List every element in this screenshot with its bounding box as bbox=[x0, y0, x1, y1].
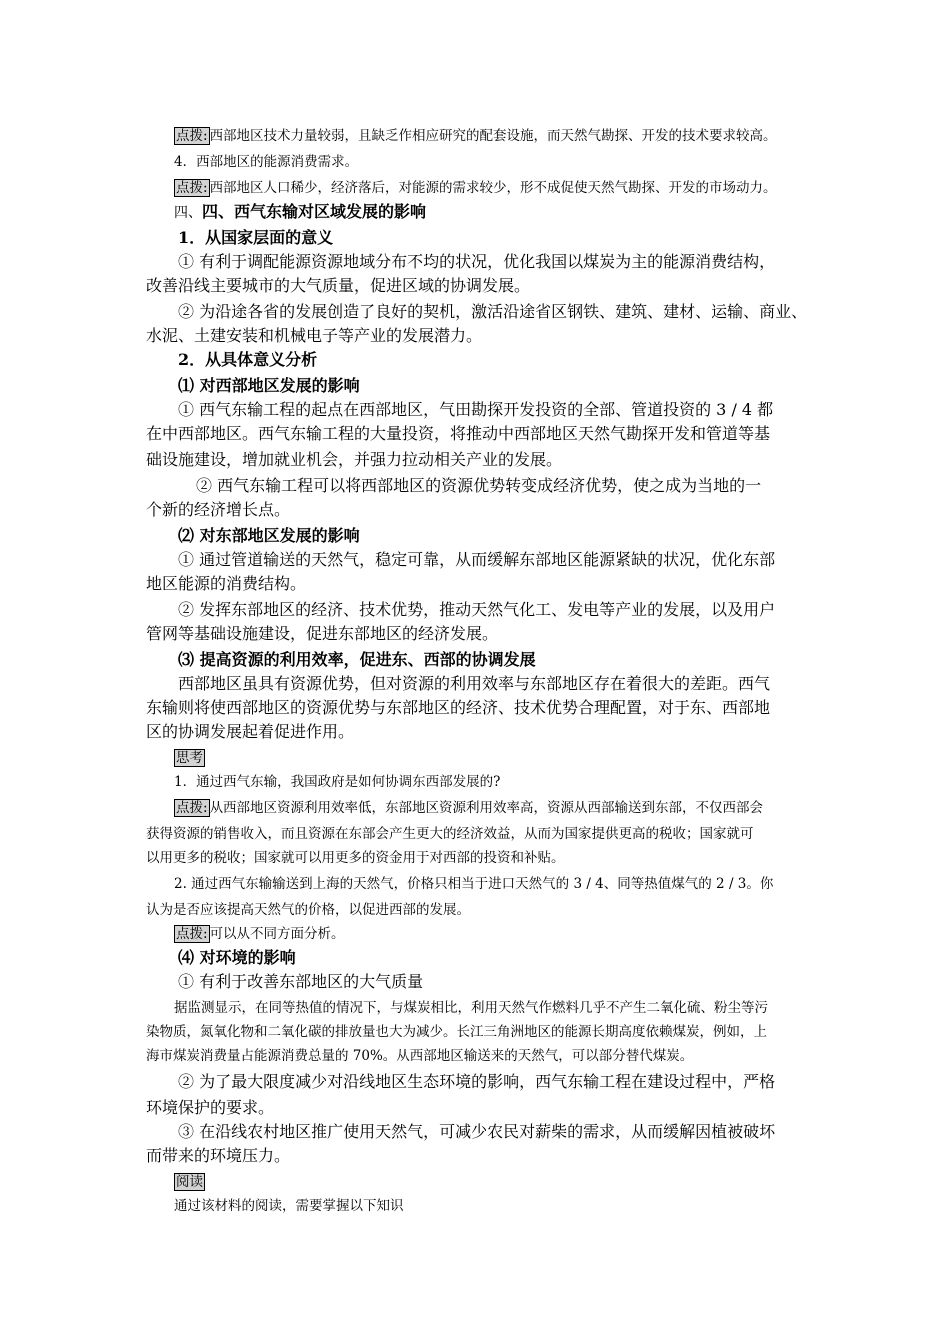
text-line: 获得资源的销售收入，而且资源在东部会产生更大的经济效益，从而为国家提供更高的税收；国家就可 bbox=[146, 826, 754, 842]
text-line: ② 为沿途各省的发展创造了良好的契机，激活沿途省区钢铁、建筑、建材、运输、商业、 bbox=[178, 302, 808, 321]
subsection-heading: 1．从国家层面的意义 bbox=[178, 228, 334, 247]
question-line: 1．通过西气东输，我国政府是如何协调东西部发展的? bbox=[174, 774, 501, 790]
text-line: 地区能源的消费结构。 bbox=[146, 574, 307, 593]
hint-label: 点拨: bbox=[176, 800, 208, 816]
hint-label: 点拨: bbox=[176, 180, 208, 196]
think-label: 思考 bbox=[176, 750, 203, 766]
text-line: 管网等基础设施建设，促进东部地区的经济发展。 bbox=[146, 624, 499, 643]
text-line: 以用更多的税收；国家就可以用更多的资金用于对西部的投资和补贴。 bbox=[146, 850, 565, 866]
text-line: 区的协调发展起着促进作用。 bbox=[146, 722, 355, 741]
sub-heading: ⑵ 对东部地区发展的影响 bbox=[178, 526, 360, 545]
sub-heading: ⑶ 提高资源的利用效率，促进东、西部的协调发展 bbox=[178, 650, 536, 669]
read-line bbox=[174, 1172, 950, 1192]
hint-label: 点拨: bbox=[176, 926, 208, 942]
text-line: 认为是否应该提高天然气的价格，以促进西部的发展。 bbox=[146, 902, 470, 918]
text-line: 西部地区技术力量较弱，且缺乏作相应研究的配套设施，而天然气勘探、开发的技术要求较高。 bbox=[209, 128, 777, 144]
text-line: 在中西部地区。西气东输工程的大量投资，将推动中西部地区天然气勘探开发和管道等基 bbox=[146, 424, 771, 443]
sub-heading: ⑴ 对西部地区发展的影响 bbox=[178, 376, 360, 395]
text-line: ② 西气东输工程可以将西部地区的资源优势转变成经济优势，使之成为当地的一 bbox=[196, 476, 762, 495]
text-line: 西部地区虽具有资源优势，但对资源的利用效率与东部地区存在着很大的差距。西气 bbox=[178, 674, 771, 693]
text-line: 海市煤炭消费量占能源消费总量的 70%。从西部地区输送来的天然气，可以部分替代煤炭。 bbox=[146, 1048, 694, 1064]
heading-text: 四、西气东输对区域发展的影响 bbox=[202, 202, 427, 221]
text-line: 水泥、土建安装和机械电子等产业的发展潜力。 bbox=[146, 326, 483, 345]
section-heading bbox=[174, 200, 950, 225]
question-line: 2. 通过西气东输输送到上海的天然气，价格只相当于进口天然气的 3 / 4、同等热值煤气的 2 / 3。你 bbox=[174, 876, 774, 892]
text-line: 可以从不同方面分析。 bbox=[209, 926, 345, 942]
text-line: 4．西部地区的能源消费需求。 bbox=[174, 154, 359, 170]
text-line: 个新的经济增长点。 bbox=[146, 500, 291, 519]
text-line: ② 发挥东部地区的经济、技术优势，推动天然气化工、发电等产业的发展，以及用户 bbox=[178, 600, 776, 619]
text-line: ① 通过管道输送的天然气，稳定可靠，从而缓解东部地区能源紧缺的状况，优化东部 bbox=[178, 550, 776, 569]
hint-line bbox=[174, 126, 950, 146]
text-line: 础设施建设，增加就业机会，并强力拉动相关产业的发展。 bbox=[146, 450, 563, 469]
text-line: ② 为了最大限度减少对沿线地区生态环境的影响，西气东输工程在建设过程中，严格 bbox=[178, 1072, 776, 1091]
text-line: 改善沿线主要城市的大气质量，促进区域的协调发展。 bbox=[146, 276, 531, 295]
text-line: 而带来的环境压力。 bbox=[146, 1146, 291, 1165]
subsection-heading: 2．从具体意义分析 bbox=[178, 350, 318, 369]
text-line: ① 有利于改善东部地区的大气质量 bbox=[178, 972, 424, 991]
hint-line bbox=[174, 924, 950, 944]
text-line: 通过该材料的阅读，需要掌握以下知识 bbox=[174, 1198, 404, 1214]
text-line: 从西部地区资源利用效率低，东部地区资源利用效率高，资源从西部输送到东部，不仅西部会 bbox=[209, 800, 764, 816]
think-line bbox=[174, 748, 950, 768]
hint-line bbox=[174, 178, 950, 198]
text-line: ① 西气东输工程的起点在西部地区，气田勘探开发投资的全部、管道投资的 3 / 4 都 bbox=[178, 400, 774, 419]
heading-prefix: 四、 bbox=[174, 205, 202, 221]
text-line: ① 有利于调配能源资源地域分布不均的状况，优化我国以煤炭为主的能源消费结构， bbox=[178, 252, 776, 271]
text-line: 东输则将使西部地区的资源优势与东部地区的经济、技术优势合理配置，对于东、西部地 bbox=[146, 698, 771, 717]
sub-heading: ⑷ 对环境的影响 bbox=[178, 948, 296, 967]
text-line: 西部地区人口稀少，经济落后，对能源的需求较少，形不成促使天然气勘探、开发的市场动力。 bbox=[209, 180, 777, 196]
hint-label: 点拨: bbox=[176, 128, 208, 144]
text-line: 环境保护的要求。 bbox=[146, 1098, 275, 1117]
hint-line bbox=[174, 798, 950, 818]
text-line: ③ 在沿线农村地区推广使用天然气，可减少农民对薪柴的需求，从而缓解因植被破坏 bbox=[178, 1122, 776, 1141]
read-label: 阅读 bbox=[176, 1174, 203, 1190]
text-line: 染物质，氮氧化物和二氧化碳的排放量也大为减少。长江三角洲地区的能源长期高度依赖煤炭，例如，上 bbox=[146, 1024, 767, 1040]
text-line: 据监测显示，在同等热值的情况下，与煤炭相比，利用天然气作燃料几乎不产生二氧化硫、粉尘等污 bbox=[174, 1000, 768, 1016]
